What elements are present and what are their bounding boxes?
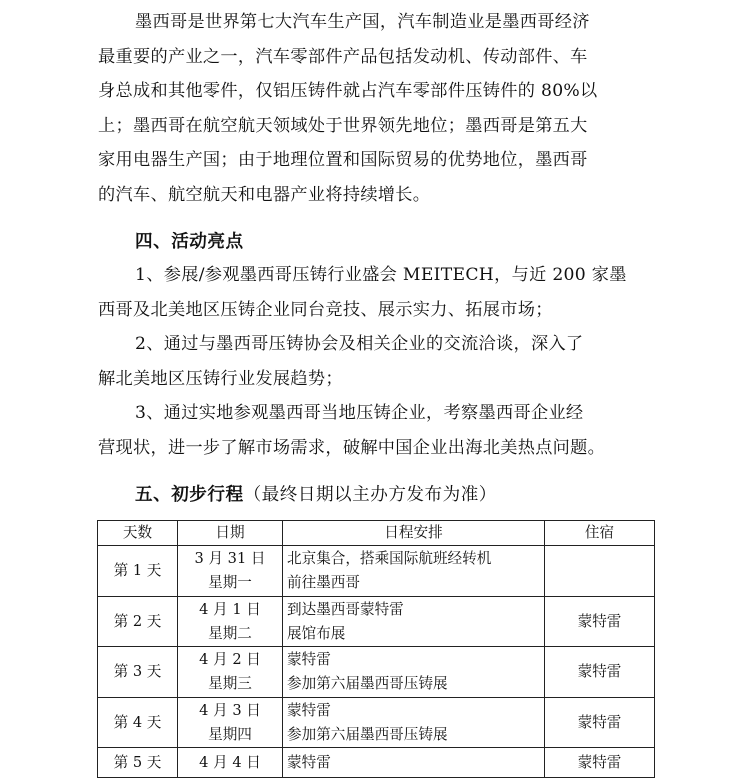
cell-day: 第 3 天 [98, 647, 178, 698]
itinerary-heading-text: 五、初步行程 [135, 485, 244, 505]
cell-day: 第 5 天 [98, 748, 178, 778]
intro-line: 身总成和其他零件，仅铝压铸件就占汽车零部件压铸件的 80%以 [98, 81, 598, 102]
plan-line: 北京集合，搭乘国际航班经转机 [287, 550, 492, 567]
highlight-line: 解北美地区压铸行业发展趋势； [98, 368, 343, 389]
highlight-line: 3、通过实地参观墨西哥当地压铸企业，考察墨西哥企业经 [135, 403, 584, 423]
plan-line: 蒙特雷 [287, 651, 331, 668]
header-day: 天数 [98, 521, 178, 546]
weekday-text: 星期四 [208, 725, 252, 743]
table-header-row [98, 521, 655, 546]
cell-lodging: 蒙特雷 [545, 597, 655, 647]
date-text: 4 月 3 日 [199, 701, 261, 719]
cell-day: 第 4 天 [98, 698, 178, 748]
cell-lodging: 蒙特雷 [545, 748, 655, 778]
cell-date [178, 597, 283, 647]
date-text: 4 月 2 日 [199, 651, 261, 668]
cell-plan [283, 748, 545, 778]
intro-line: 家用电器生产国；由于地理位置和国际贸易的优势地位，墨西哥 [98, 150, 588, 171]
highlight-item-2 [98, 327, 658, 396]
plan-line: 参加第六届墨西哥压铸展 [287, 675, 448, 692]
header-date: 日期 [178, 521, 283, 546]
intro-line: 的汽车、航空航天和电器产业将持续增长。 [98, 184, 431, 205]
cell-lodging [545, 546, 655, 597]
itinerary-heading-note: （最终日期以主办方发布为准） [243, 485, 497, 505]
cell-lodging: 蒙特雷 [545, 647, 655, 698]
plan-line: 展馆布展 [287, 624, 346, 642]
highlight-line: 西哥及北美地区压铸企业同台竞技、展示实力、拓展市场； [98, 299, 553, 320]
plan-line: 蒙特雷 [287, 701, 331, 719]
table-row [98, 597, 655, 647]
plan-line: 蒙特雷 [287, 753, 331, 771]
cell-plan [283, 546, 545, 597]
cell-date [178, 546, 283, 597]
cell-plan [283, 698, 545, 748]
cell-date [178, 748, 283, 778]
plan-line: 前往墨西哥 [287, 574, 360, 591]
section-heading-itinerary [135, 483, 497, 507]
highlight-item-1 [98, 258, 658, 327]
section-heading-highlights: 四、活动亮点 [135, 232, 244, 252]
intro-line: 上；墨西哥在航空航天领域处于世界领先地位；墨西哥是第五大 [98, 115, 588, 136]
itinerary-table [97, 520, 655, 778]
intro-line: 墨西哥是世界第七大汽车生产国，汽车制造业是墨西哥经济 [135, 12, 590, 32]
highlight-item-3 [98, 396, 658, 465]
highlight-line: 营现状，进一步了解市场需求，破解中国企业出海北美热点问题。 [98, 437, 606, 458]
cell-lodging: 蒙特雷 [545, 698, 655, 748]
header-lodging: 住宿 [545, 521, 655, 546]
date-text: 4 月 4 日 [199, 753, 261, 771]
cell-plan [283, 647, 545, 698]
plan-line: 到达墨西哥蒙特雷 [287, 600, 404, 618]
highlight-line: 2、通过与墨西哥压铸协会及相关企业的交流洽谈，深入了 [135, 334, 584, 354]
cell-date [178, 698, 283, 748]
cell-day: 第 2 天 [98, 597, 178, 647]
highlight-line: 1、参展/参观墨西哥压铸行业盛会 MEITECH，与近 200 家墨 [135, 265, 627, 285]
table-row [98, 647, 655, 698]
intro-line: 最重要的产业之一，汽车零部件产品包括发动机、传动部件、车 [98, 46, 588, 67]
cell-plan [283, 597, 545, 647]
cell-day: 第 1 天 [98, 546, 178, 597]
date-text: 3 月 31 日 [194, 550, 266, 567]
table-row [98, 546, 655, 597]
table-row [98, 748, 655, 778]
table-row [98, 698, 655, 748]
plan-line: 参加第六届墨西哥压铸展 [287, 725, 448, 743]
date-text: 4 月 1 日 [199, 600, 261, 618]
cell-date [178, 647, 283, 698]
weekday-text: 星期三 [208, 675, 252, 692]
intro-paragraph [98, 5, 658, 213]
weekday-text: 星期二 [208, 624, 252, 642]
header-plan: 日程安排 [283, 521, 545, 546]
weekday-text: 星期一 [208, 574, 252, 591]
